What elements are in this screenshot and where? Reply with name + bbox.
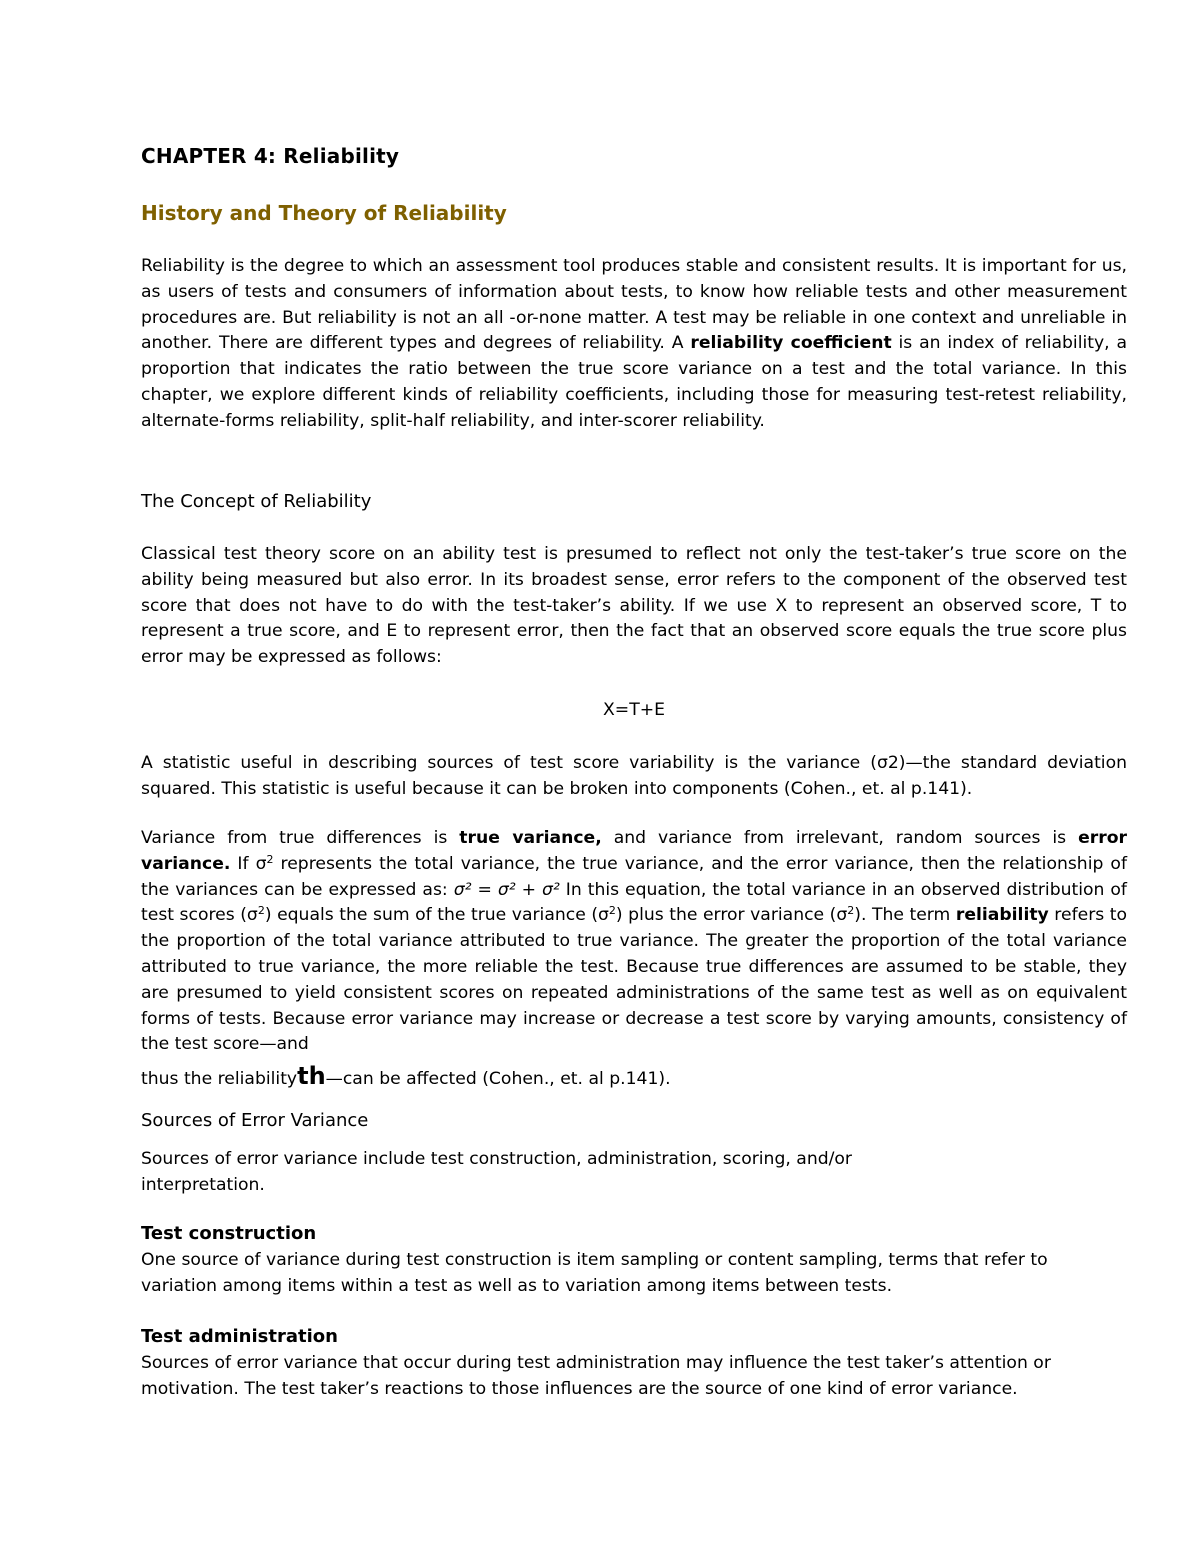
term-reliability-coefficient: reliability coefficient (690, 333, 892, 354)
intro-paragraph (141, 254, 1127, 435)
statistic-paragraph: A statistic useful in describing sources of test score variability is the variance (σ2)—the standard deviation squared. This statistic is useful because it can be broken into components (Cohen., et. al p.141). (141, 753, 1127, 799)
concept-paragraph: Classical test theory score on an ability test is presumed to reflect not only the test-taker’s true score on the ability being measured but also error. In its broadest sense, error refers to the component of the observed test score that does not have to do with the test-taker’s ability. If we use X to represent an observed score, T to represent a true score, and E to represent error, then the fact that an observed score equals the true score plus error may be expressed as follows: (141, 544, 1127, 668)
equation-xte: X=T+E (603, 700, 665, 720)
construction-heading: Test construction (141, 1223, 317, 1244)
intro-text-2: is an index of reliability, a proportion that indicates the ratio between the true score variance on a test and the total variance. In this chapter, we explore different kinds of reliability coefficients, including those for measuring test-retest reliability, alternate-forms reliability, split-half reliability, and inter-scorer reliability. (141, 333, 1128, 431)
concept-heading: The Concept of Reliability (141, 491, 372, 512)
intro-text-1: Reliability is the degree to which an assessment tool produces stable and consistent results. It is important for us, as users of tests and consumers of information about tests, to know how reliable tests and other measurement procedures are. But reliability is not an all -or-none matter. A test may be reliable in one context and unreliable in another. There are different types and degrees of reliability. A (141, 256, 1127, 354)
construction-paragraph: One source of variance during test construction is item sampling or content sampling, terms that refer to variation among items within a test as well as to variation among items between tests. (141, 1250, 1048, 1296)
variance-equation: σ² = σ² + σ² (453, 879, 560, 900)
chapter-title: CHAPTER 4: Reliability (141, 144, 400, 168)
administration-paragraph: Sources of error variance that occur during test administration may influence the test taker’s attention or motivation. The test taker’s reactions to those influences are the source of one kind of error variance. (141, 1353, 1051, 1399)
variance-last-line: thus the reliabilityth—can be affected (Cohen., et. al p.141). (141, 1062, 671, 1090)
administration-heading: Test administration (141, 1326, 338, 1347)
section-title: History and Theory of Reliability (141, 201, 507, 225)
sources-heading: Sources of Error Variance (141, 1110, 369, 1131)
variance-paragraph: Variance from true differences is true variance, and variance from irrelevant, random sources is error variance. If $\sigma^2$ represents the total variance, the true variance, and the error variance, then the relationship of the variances can be expressed as: σ² = σ² + σ² In this equation, the total variance in an observed distribution of test scores $(\sigma^2)$ equals the sum of the true variance $(\sigma^2)$ plus the error variance $(\sigma^2)$. The term reliability refers to the proportion of the total variance attributed to true variance. The greater the proportion of the total variance attributed to true variance, the more reliable the test. Because true differences are assumed to be stable, they are presumed to yield consistent scores on repeated administrations of the same test as well as on equivalent forms of tests. Because error variance may increase or decrease a test score by varying amounts, consistency of the test score—and (141, 828, 1128, 1055)
sources-paragraph: Sources of error variance include test construction, administration, scoring, and/or interpretation. (141, 1149, 852, 1195)
